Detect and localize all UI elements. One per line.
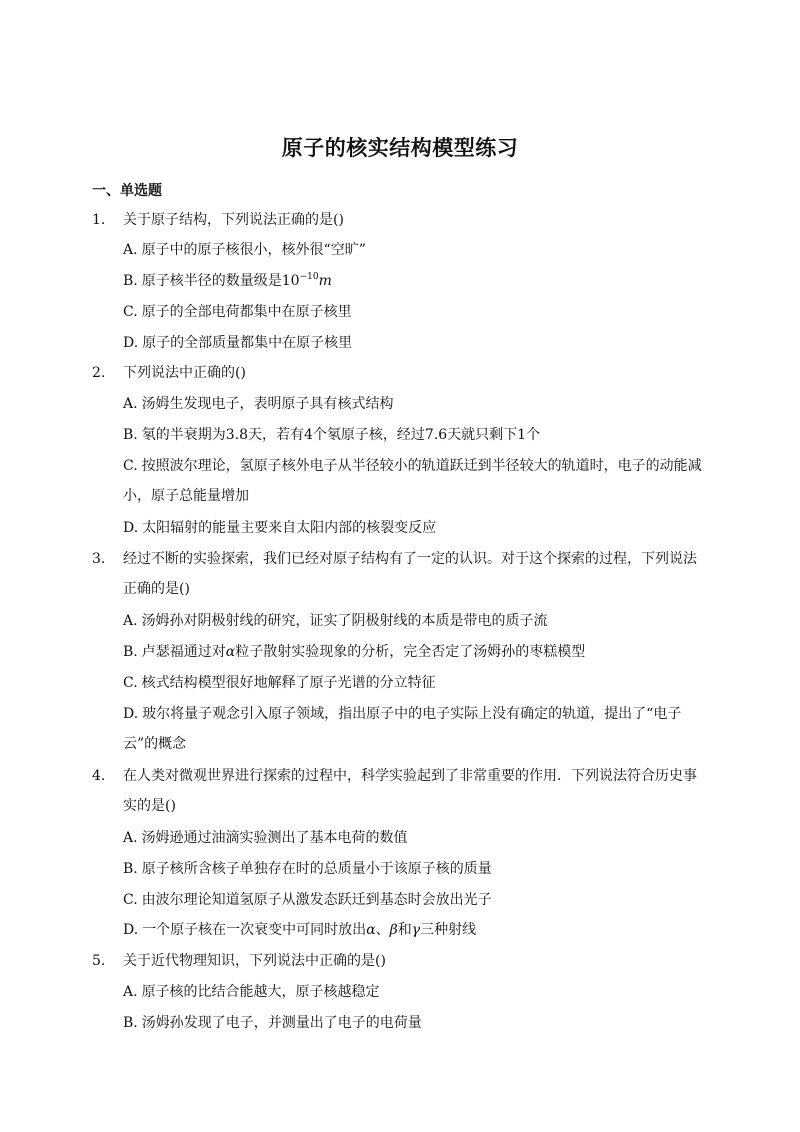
question-number: 4. <box>92 768 106 784</box>
option-text: 汤姆生发现电子，表明原子具有核式结构 <box>141 396 394 412</box>
option-text: 按照波尔理论，氢原子核外电子从半径较小的轨道跃迁到半径较大的轨道时，电子的动能减小，原子总能量增加 <box>123 458 702 504</box>
option-5a <box>123 977 708 1007</box>
option-label: B. <box>123 861 138 877</box>
option-text: 原子核的比结合能越大，原子核越稳定 <box>141 984 380 1000</box>
option-1a <box>123 235 708 265</box>
option-label: A. <box>123 984 138 1000</box>
option-text: 一个原子核在一次衰变中可同时放出 <box>142 922 367 938</box>
option-label: A. <box>123 242 138 258</box>
option-text: 三种射线 <box>420 922 477 938</box>
option-text: 粒子散射实验现象的分析，完全否定了汤姆孙的枣糕模型 <box>235 644 586 660</box>
option-label: C. <box>123 304 138 320</box>
alpha-symbol: α <box>225 644 236 660</box>
option-text: 汤姆孙对阴极射线的研究，证实了阴极射线的本质是带电的质子流 <box>141 613 548 629</box>
question-2 <box>92 358 708 388</box>
question-number: 1. <box>92 212 106 228</box>
option-label: D. <box>123 706 139 722</box>
option-4b <box>123 854 708 884</box>
option-5b <box>123 1008 708 1038</box>
page-title: 原子的核实结构模型练习 <box>281 136 519 160</box>
gamma-symbol: γ <box>411 922 421 938</box>
option-label: A. <box>123 396 138 412</box>
option-4d <box>123 915 708 945</box>
question-4 <box>92 761 708 821</box>
option-2d <box>123 513 708 543</box>
option-3a <box>123 606 708 636</box>
option-2b <box>123 420 708 450</box>
option-label: A. <box>123 830 138 846</box>
option-label: B. <box>123 644 138 660</box>
option-label: B. <box>123 273 138 289</box>
option-4c <box>123 885 708 915</box>
question-number: 2. <box>92 365 106 381</box>
option-label: D. <box>123 922 139 938</box>
option-1c <box>123 297 708 327</box>
option-text: 原子核所含核子单独存在时的总质量小于该原子核的质量 <box>141 861 492 877</box>
option-text: 原子中的原子核很小，核外很“空旷” <box>141 242 366 258</box>
option-3d <box>123 699 708 759</box>
option-text: 原子核半径的数量级是10 <box>141 273 300 289</box>
question-stem: 关于原子结构，下列说法正确的是() <box>123 212 344 228</box>
option-label: D. <box>123 520 139 536</box>
option-label: A. <box>123 613 138 629</box>
option-3b <box>123 637 708 667</box>
question-stem: 关于近代物理知识，下列说法中正确的是() <box>123 953 386 969</box>
option-3c <box>123 668 708 698</box>
question-5 <box>92 946 708 976</box>
option-1d <box>123 328 708 358</box>
section-heading: 一、单选题 <box>92 183 162 199</box>
option-text: 氡的半衰期为3.8天，若有4个氡原子核，经过7.6天就只剩下1个 <box>141 427 541 443</box>
option-text: 核式结构模型很好地解释了原子光谱的分立特征 <box>141 675 436 691</box>
option-label: C. <box>123 675 138 691</box>
question-number: 5. <box>92 953 106 969</box>
option-2c <box>123 451 708 511</box>
option-label: C. <box>123 458 138 474</box>
option-label: B. <box>123 1015 138 1031</box>
option-text: 卢瑟福通过对 <box>141 644 226 660</box>
option-label: C. <box>123 892 138 908</box>
separator: 和 <box>397 922 412 938</box>
option-text: 由波尔理论知道氢原子从激发态跃迁到基态时会放出光子 <box>141 892 492 908</box>
option-2a <box>123 389 708 419</box>
question-stem: 经过不断的实验探索，我们已经对原子结构有了一定的认识。对于这个探索的过程，下列说法正确的是() <box>123 551 697 597</box>
option-text: 汤姆孙发现了电子，并测量出了电子的电荷量 <box>141 1015 422 1031</box>
alpha-symbol: α <box>366 922 376 938</box>
option-label: B. <box>123 427 138 443</box>
option-text: 玻尔将量子观念引入原子领域，指出原子中的电子实际上没有确定的轨道，提出了“电子云”的概念 <box>123 706 682 752</box>
option-text: 汤姆逊通过油滴实验测出了基本电荷的数值 <box>141 830 408 846</box>
exponent: −10 <box>299 272 319 282</box>
question-3 <box>92 544 708 604</box>
option-text: 原子的全部质量都集中在原子核里 <box>142 335 353 351</box>
option-label: D. <box>123 335 139 351</box>
option-4a <box>123 823 708 853</box>
question-1 <box>92 205 708 235</box>
option-text: 原子的全部电荷都集中在原子核里 <box>141 304 352 320</box>
question-stem: 下列说法中正确的() <box>123 365 246 381</box>
option-text: 太阳辐射的能量主要来自太阳内部的核裂变反应 <box>142 520 437 536</box>
unit-symbol: m <box>318 273 332 289</box>
option-1b <box>123 266 708 296</box>
separator: 、 <box>375 922 390 938</box>
question-stem: 在人类对微观世界进行探索的过程中，科学实验起到了非常重要的作用．下列说法符合历史事实的是() <box>123 768 697 814</box>
beta-symbol: β <box>389 922 398 938</box>
question-number: 3. <box>92 551 106 567</box>
